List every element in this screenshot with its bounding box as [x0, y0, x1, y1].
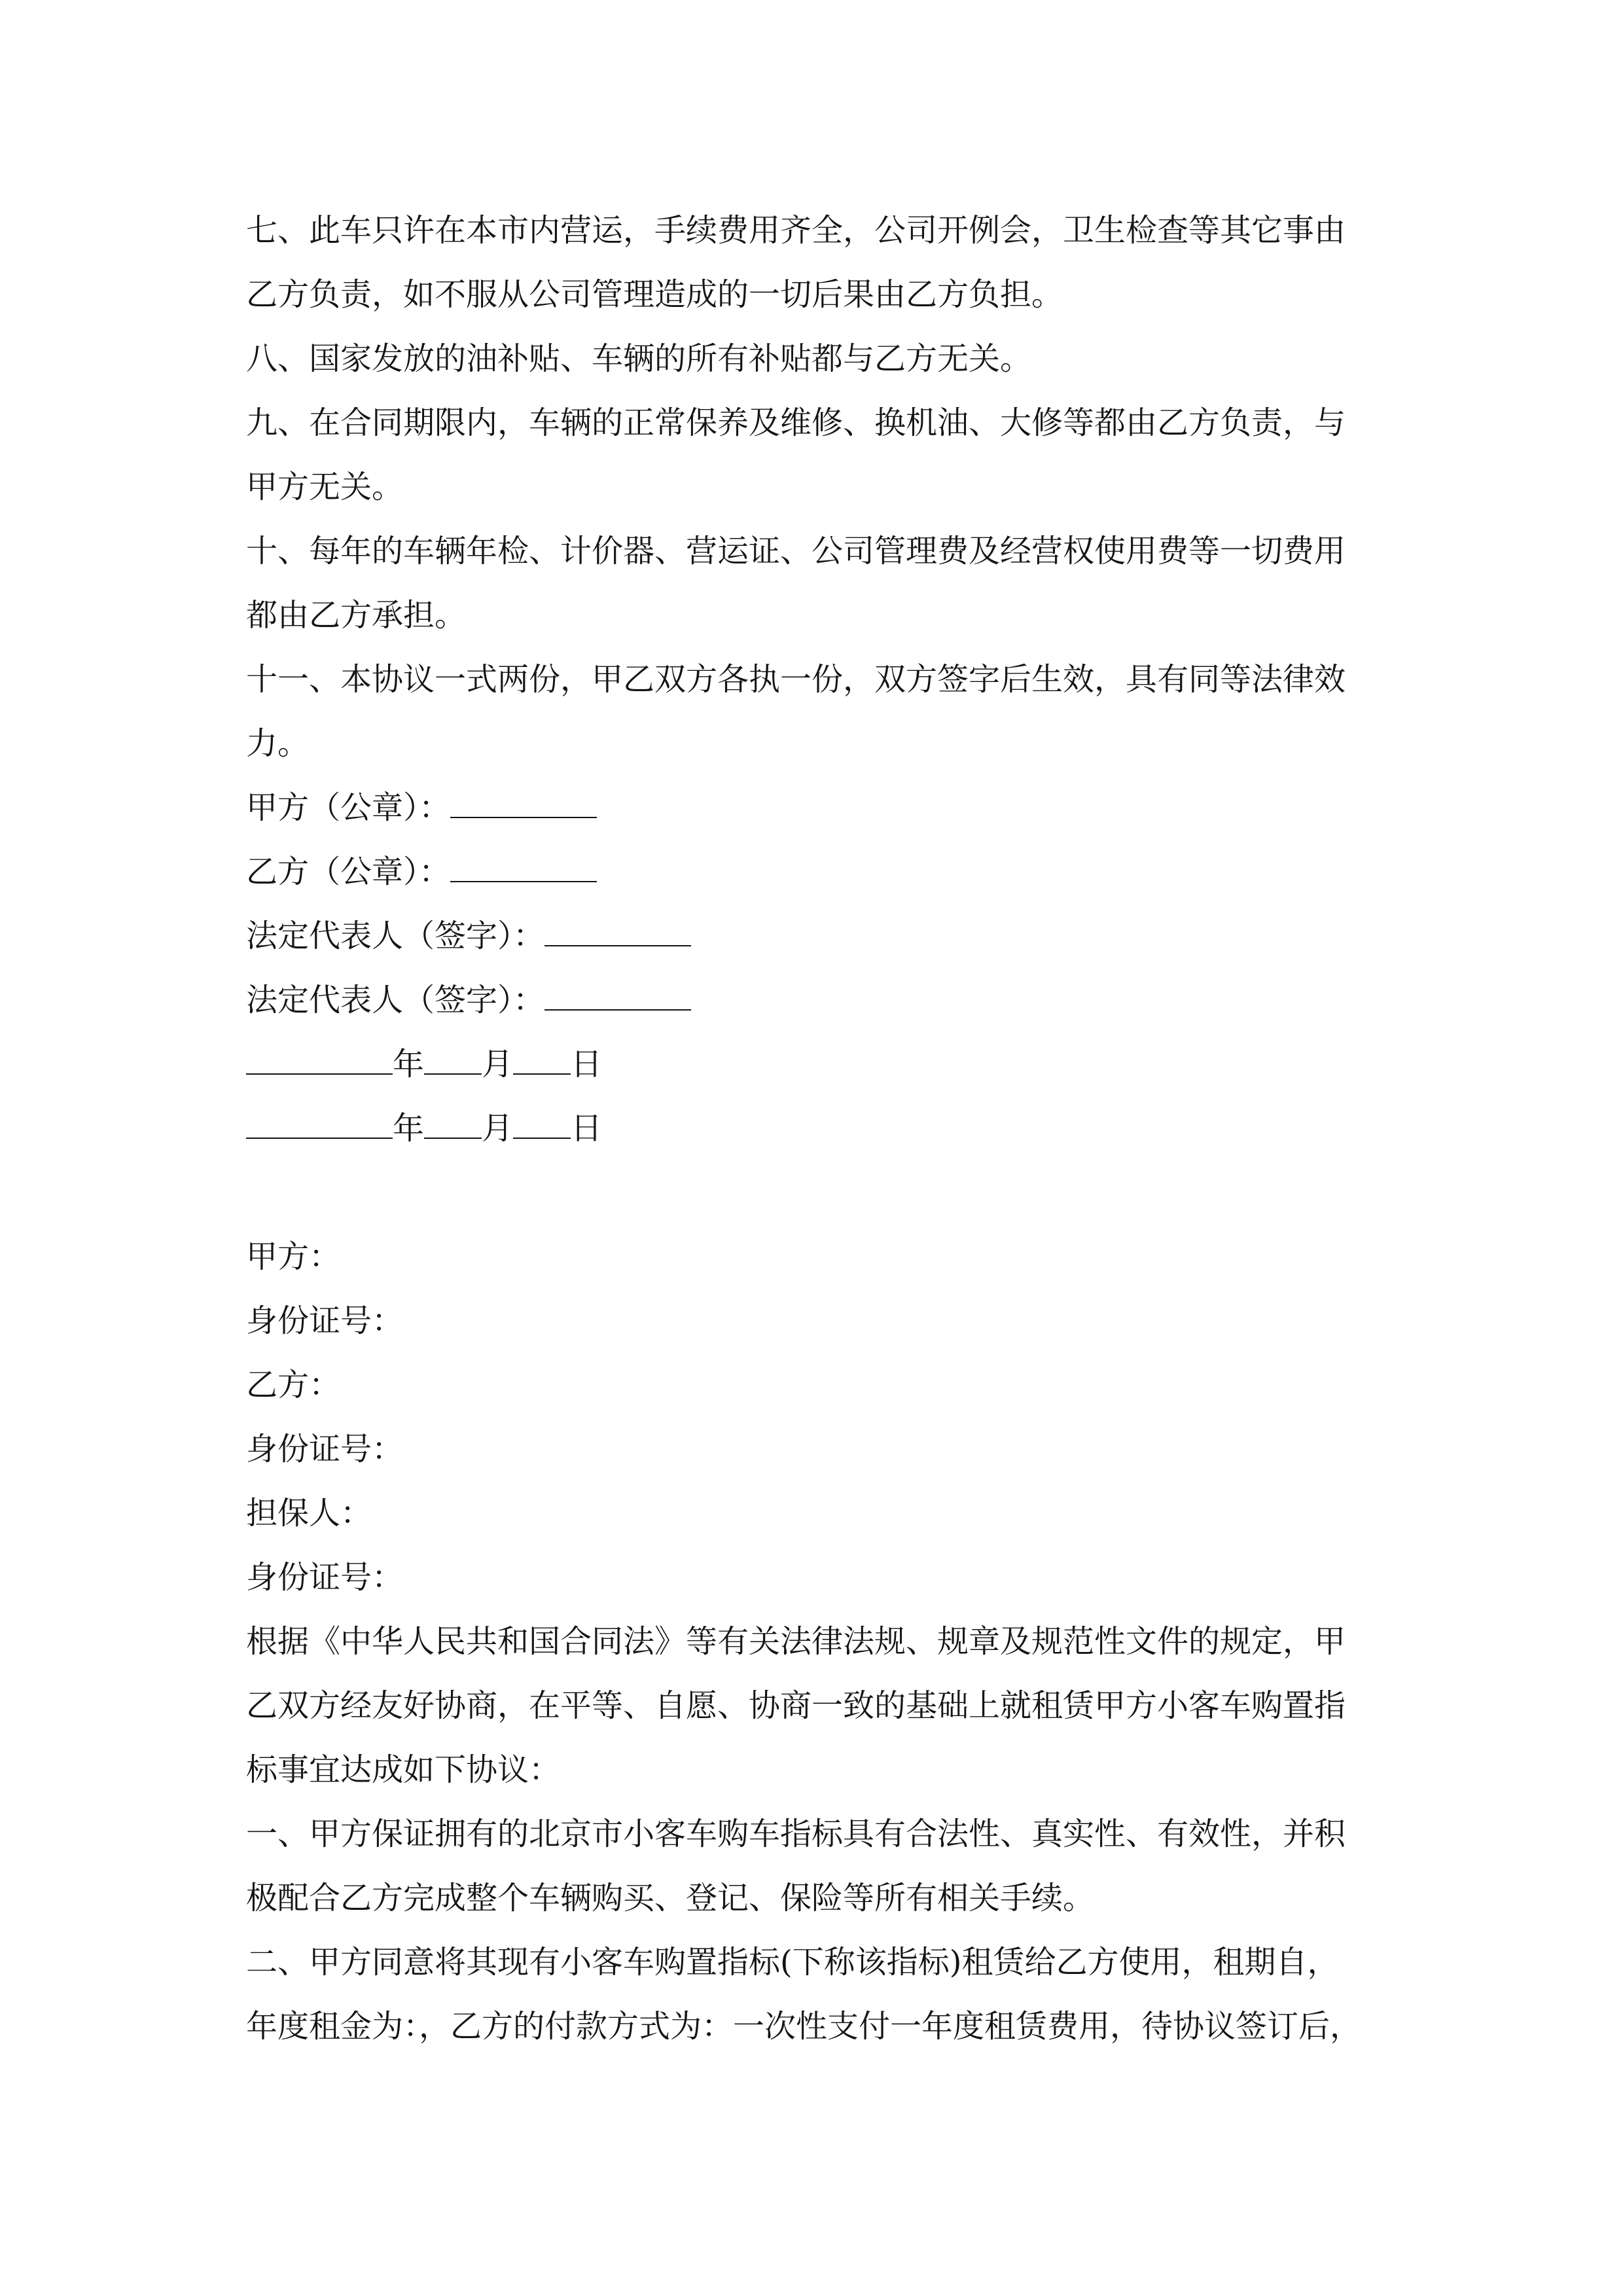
- party-b-seal-row: [246, 840, 1385, 904]
- legal-rep-blank: [544, 908, 691, 946]
- party-a-seal-label: 甲方（公章）：: [246, 789, 451, 826]
- month-blank: [424, 1101, 482, 1139]
- text-line: 一、甲方保证拥有的北京市小客车购车指标具有合法性、真实性、有效性，并积: [246, 1816, 1346, 1852]
- month-label: 月: [482, 1046, 514, 1083]
- party-b-seal-blank: [450, 844, 597, 882]
- month-blank: [424, 1037, 482, 1075]
- text-line: 八、国家发放的油补贴、车辆的所有补贴都与乙方无关。: [246, 340, 1032, 377]
- party-b-label: 乙方：: [246, 1367, 341, 1403]
- section-spacer: [246, 1160, 1385, 1225]
- party-a-seal-row: [246, 776, 1385, 840]
- party-a-id-label: 身份证号：: [246, 1302, 404, 1339]
- clause-one: [246, 1802, 1385, 1930]
- party-a-label: 甲方：: [246, 1238, 341, 1275]
- clause-eleven: [246, 647, 1385, 776]
- clause-nine: [246, 391, 1385, 519]
- day-label: 日: [571, 1046, 603, 1083]
- clause-eight: [246, 327, 1385, 391]
- text-line: 力。: [246, 725, 310, 762]
- month-label: 月: [482, 1110, 514, 1147]
- text-line: 七、此车只许在本市内营运，手续费用齐全，公司开例会，卫生检查等其它事由: [246, 212, 1346, 249]
- text-line: 乙方负责，如不服从公司管理造成的一切后果由乙方负担。: [246, 276, 1063, 313]
- guarantor-label: 担保人：: [246, 1495, 372, 1532]
- preamble: [246, 1609, 1385, 1802]
- text-line: 年度租金为：，乙方的付款方式为：一次性支付一年度租赁费用，待协议签订后，: [246, 2008, 1362, 2045]
- legal-rep-label: 法定代表人（签字）：: [246, 982, 545, 1018]
- day-label: 日: [571, 1110, 603, 1147]
- party-b-seal-label: 乙方（公章）：: [246, 853, 451, 890]
- text-line: 十一、本协议一式两份，甲乙双方各执一份，双方签字后生效，具有同等法律效: [246, 661, 1346, 698]
- date-row-1: [246, 1032, 1385, 1096]
- clause-ten: [246, 519, 1385, 647]
- text-line: 二、甲方同意将其现有小客车购置指标(下称该指标)租赁给乙方使用，租期自，: [246, 1944, 1339, 1981]
- text-line: 九、在合同期限内，车辆的正常保养及维修、换机油、大修等都由乙方负责，与: [246, 404, 1346, 441]
- guarantor-id-label: 身份证号：: [246, 1559, 404, 1596]
- text-line: 根据《中华人民共和国合同法》等有关法律法规、规章及规范性文件的规定，甲: [246, 1623, 1346, 1660]
- clause-seven: [246, 198, 1385, 327]
- legal-rep-row-1: [246, 904, 1385, 968]
- text-line: 都由乙方承担。: [246, 597, 467, 634]
- clause-two: [246, 1930, 1385, 2058]
- legal-rep-label: 法定代表人（签字）：: [246, 918, 545, 954]
- party-b-id-label: 身份证号：: [246, 1431, 404, 1467]
- year-blank: [246, 1101, 393, 1139]
- day-blank: [513, 1037, 571, 1075]
- day-blank: [513, 1101, 571, 1139]
- legal-rep-blank: [544, 973, 691, 1011]
- legal-rep-row-2: [246, 968, 1385, 1032]
- text-line: 乙双方经友好协商，在平等、自愿、协商一致的基础上就租赁甲方小客车购置指: [246, 1687, 1346, 1724]
- year-label: 年: [393, 1110, 425, 1147]
- document-body: [246, 198, 1385, 2058]
- year-blank: [246, 1037, 393, 1075]
- date-row-2: [246, 1096, 1385, 1160]
- year-label: 年: [393, 1046, 425, 1083]
- text-line: 极配合乙方完成整个车辆购买、登记、保险等所有相关手续。: [246, 1880, 1095, 1916]
- party-a-seal-blank: [450, 780, 597, 818]
- text-line: 甲方无关。: [246, 469, 404, 505]
- text-line: 标事宜达成如下协议：: [246, 1751, 561, 1788]
- text-line: 十、每年的车辆年检、计价器、营运证、公司管理费及经营权使用费等一切费用: [246, 533, 1346, 569]
